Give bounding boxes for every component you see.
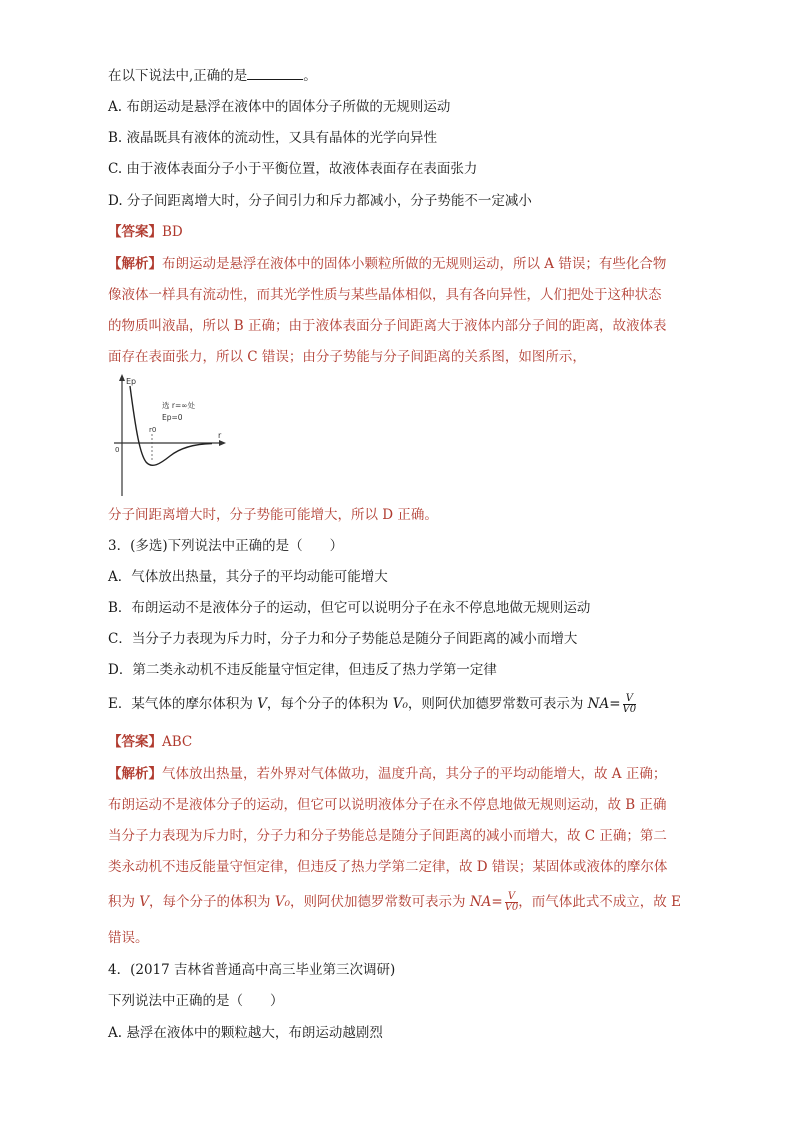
y-axis-arrow [119, 374, 125, 381]
q3-option-a: A．气体放出热量，其分子的平均动能可能增大 [108, 569, 388, 585]
q2-analysis-line-1: 【解析】布朗运动是悬浮在液体中的固体小颗粒所做的无规则运动，所以 A 错误；有些化合物 [108, 256, 667, 272]
q3-analysis-line-3: 当分子力表现为斥力时，分子力和分子势能总是随分子间距离的减小而增大，故 C 正确；第二 [108, 828, 667, 844]
y-axis-label: Ep [126, 377, 137, 386]
q2-option-b: B. 液晶既具有液体的流动性，又具有晶体的光学向异性 [108, 130, 438, 146]
reference-note-2: Ep=0 [162, 413, 183, 422]
q2-stem: 在以下说法中,正确的是 。 [108, 68, 317, 84]
q3-analysis-line-5: 积为 V，每个分子的体积为 V₀，则阿伏加德罗常数可表示为 NA= $\frac{V}{V0}$ ，而气体此式不成立，故 E [108, 891, 681, 913]
q2-option-d: D. 分子间距离增大时，分子间引力和斥力都减小，分子势能不一定减小 [108, 193, 532, 209]
analysis-tag: 【解析】 [108, 256, 162, 272]
q4-stem: 下列说法中正确的是（ ） [108, 993, 284, 1009]
answer-tag: 【答案】 [108, 224, 162, 240]
analysis-tag: 【解析】 [108, 766, 162, 782]
q3-stem: 3．(多选)下列说法中正确的是（ ） [108, 538, 344, 554]
q3-analysis-line-2: 布朗运动不是液体分子的运动，但它可以说明液体分子在永不停息地做无规则运动，故 B 正确 [108, 797, 667, 813]
q3-option-e: E．某气体的摩尔体积为 V，每个分子的体积为 V₀，则阿伏加德罗常数可表示为 NA= $\frac{V}{V0}$ [108, 693, 637, 715]
formula-fraction: $\frac{V}{V0}$ [504, 891, 519, 913]
formula-fraction: $\frac{V}{V0}$ [622, 693, 637, 715]
q3-answer [108, 732, 192, 752]
q4-source: 4．(2017 吉林省普通高中高三毕业第三次调研) [108, 962, 396, 978]
answer-value: ABC [162, 734, 193, 750]
q2-answer [108, 222, 183, 242]
answer-tag: 【答案】 [108, 734, 162, 750]
q3-analysis-line-1: 【解析】气体放出热量，若外界对气体做功，温度升高，其分子的平均动能增大，故 A 正确； [108, 766, 667, 782]
formula-lhs: NA= [587, 696, 621, 712]
answer-blank [247, 67, 303, 80]
formula-lhs: NA= [469, 894, 503, 910]
x-axis-label: r [218, 431, 222, 440]
q2-option-a: A. 布朗运动是悬浮在液体中的固体分子所做的无规则运动 [108, 99, 451, 115]
q2-option-c: C. 由于液体表面分子小于平衡位置，故液体表面存在表面张力 [108, 161, 478, 177]
q3-option-d: D．第二类永动机不违反能量守恒定律，但违反了热力学第一定律 [108, 662, 497, 678]
r0-label: r0 [149, 426, 157, 434]
answer-value: BD [162, 224, 183, 240]
q4-option-a: A. 悬浮在液体中的颗粒越大，布朗运动越剧烈 [108, 1025, 383, 1041]
potential-energy-graph [112, 372, 232, 500]
q2-analysis-line-3: 的物质叫液晶，所以 B 正确；由于液体表面分子间距离大于液体内部分子间的距离，故液体表 [108, 318, 667, 334]
q2-analysis-line-2: 像液体一样具有流动性，而其光学性质与某些晶体相似，具有各向异性，人们把处于这种状态 [108, 287, 662, 303]
potential-curve [130, 386, 212, 465]
reference-note-1: 选 r=∞处 [162, 401, 195, 410]
q3-option-b: B．布朗运动不是液体分子的运动，但它可以说明分子在永不停息地做无规则运动 [108, 600, 591, 616]
q2-conclusion: 分子间距离增大时，分子势能可能增大，所以 D 正确。 [108, 507, 438, 523]
origin-label: 0 [115, 446, 120, 454]
q2-analysis-line-4: 面存在表面张力，所以 C 错误；由分子势能与分子间距离的关系图，如图所示， [108, 349, 586, 365]
q3-analysis-line-6: 错误。 [108, 930, 149, 946]
q3-option-c: C．当分子力表现为斥力时，分子力和分子势能总是随分子间距离的减小而增大 [108, 631, 578, 647]
q3-analysis-line-4: 类永动机不违反能量守恒定律，但违反了热力学第二定律，故 D 错误；某固体或液体的摩尔体 [108, 859, 668, 875]
x-axis-arrow [219, 440, 226, 446]
